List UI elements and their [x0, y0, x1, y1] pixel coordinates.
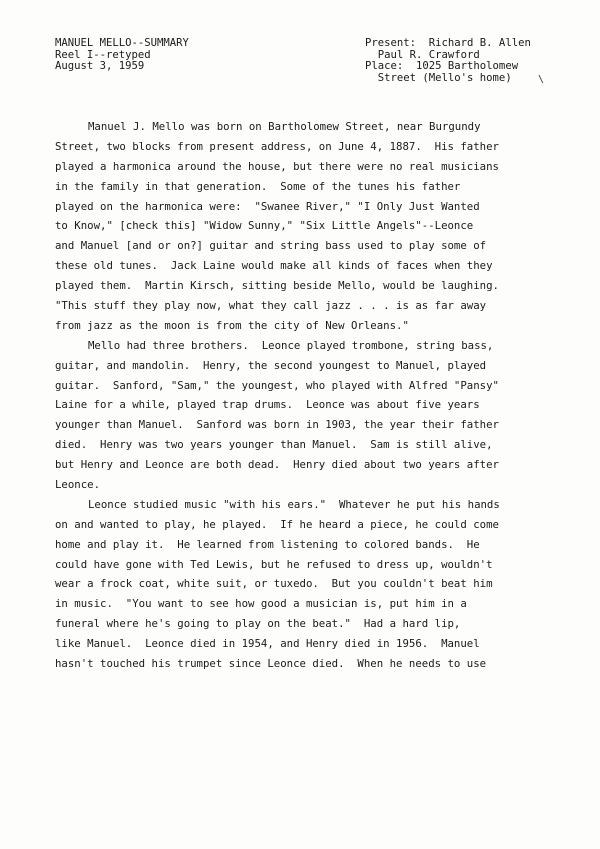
text-line: Leonce studied music "with his ears." Whatever he put his hands [88, 497, 500, 511]
text-line: guitar, and mandolin. Henry, the second youngest to Manuel, played [55, 358, 487, 372]
interview-date: August 3, 1959 [55, 60, 145, 72]
text-line: played a harmonica around the house, but there were no real musicians [55, 159, 499, 173]
text-line: in the family in that generation. Some of the tunes his father [55, 179, 461, 193]
text-line: like Manuel. Leonce died in 1954, and Henry died in 1956. Manuel [55, 637, 480, 651]
text-line: guitar. Sanford, "Sam," the youngest, who played with Alfred "Pansy" [55, 378, 499, 392]
place-line: Place: 1025 Bartholomew [365, 60, 519, 72]
text-line: Leonce. [55, 478, 101, 492]
present-line-2: Paul R. Crawford [365, 48, 480, 61]
text-line: Manuel J. Mello was born on Bartholomew Street, near Burgundy [88, 120, 481, 133]
document-title: MANUEL MELLO--SUMMARY [55, 37, 189, 49]
present-line: Present: Richard B. Allen [365, 37, 531, 49]
text-line: Laine for a while, played trap drums. Leonce was about five years [55, 398, 480, 412]
text-line: played on the harmonica were: "Swanee River," "I Only Just Wanted [55, 199, 480, 213]
text-line: in music. "You want to see how good a musician is, put him in a [55, 597, 467, 611]
text-line: younger than Manuel. Sanford was born in 1903, the year their father [55, 418, 499, 432]
paragraph-birth-family [55, 117, 555, 336]
summary-body [55, 117, 555, 674]
document-header-left [55, 38, 189, 73]
text-line: home and play it. He learned from listening to colored bands. He [55, 537, 480, 551]
text-line: died. Henry was two years younger than Manuel. Sam is still alive, [55, 438, 493, 452]
text-line: and Manuel [and or on?] guitar and string bass used to play some of [55, 239, 487, 253]
text-line: hasn't touched his trumpet since Leonce died. When he needs to use [55, 657, 487, 671]
document-header-right [365, 38, 531, 84]
margin-mark: \ [538, 74, 545, 85]
text-line: Mello had three brothers. Leonce played trombone, string bass, [88, 338, 494, 352]
text-line: funeral where he's going to play on the beat." Had a hard lip, [55, 617, 461, 631]
text-line: played them. Martin Kirsch, sitting beside Mello, would be laughing. [55, 279, 499, 293]
paragraph-leonce-music [55, 495, 555, 674]
reel-label: Reel I--retyped [55, 48, 151, 61]
place-line-2: Street (Mello's home) [365, 71, 512, 84]
text-line: these old tunes. Jack Laine would make all kinds of faces when they [55, 259, 493, 273]
text-line: Street, two blocks from present address, on June 4, 1887. His father [55, 139, 499, 153]
text-line: from jazz as the moon is from the city of New Orleans." [55, 318, 409, 332]
text-line: but Henry and Leonce are both dead. Henry died about two years after [55, 458, 499, 472]
paragraph-brothers [55, 336, 555, 495]
text-line: wear a frock coat, white suit, or tuxedo. But you couldn't beat him [55, 577, 493, 591]
text-line: on and wanted to play, he played. If he heard a piece, he could come [55, 517, 499, 531]
text-line: "This stuff they play now, what they call jazz . . . is as far away [55, 299, 487, 313]
text-line: to Know," [check this] "Widow Sunny," "Six Little Angels"--Leonce [55, 219, 474, 233]
text-line: could have gone with Ted Lewis, but he refused to dress up, wouldn't [55, 557, 493, 571]
